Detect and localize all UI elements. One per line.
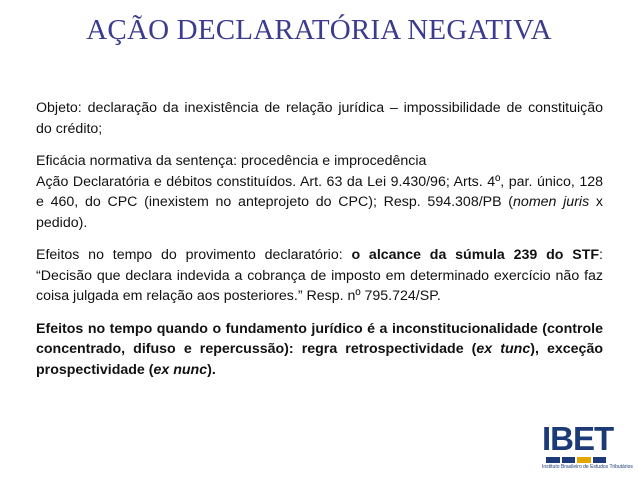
- paragraph-inconstitucionalidade: [36, 319, 603, 381]
- ibet-logo-wordmark: IBET: [542, 420, 614, 457]
- inconst-text-a: Efeitos no tempo quando o fundamento jurídico é a inconstitucionalidade (controle concentrado, difuso e repercussão): regra retrospectividade (: [36, 320, 603, 357]
- efeitos-tempo-end: : “Decisão que declara indevida a cobrança de imposto em determinado exercício não faz coisa julgada em relação aos posteriores.” Resp. nº 795.724/SP.: [36, 247, 603, 304]
- ibet-logo-bars: [546, 457, 606, 463]
- acao-declaratoria-text: Ação Declaratória e débitos constituídos. Art. 63 da Lei 9.430/96; Arts. 4º, par. único, 128 e 460, do CPC (inexistem no anteprojeto do CPC); Resp. 594.308/PB (: [36, 173, 603, 210]
- paragraph-efeitos-tempo: [36, 245, 603, 307]
- ex-nunc-text: ex nunc: [153, 361, 208, 378]
- acao-declaratoria-end: x pedido).: [36, 194, 603, 231]
- ibet-logo-subtitle: Instituto Brasileiro de Estudos Tributários: [542, 464, 633, 470]
- slide-body: [36, 98, 603, 392]
- paragraph-objeto: Objeto: declaração da inexistência de relação jurídica – impossibilidade de constituição do crédito;: [36, 100, 603, 137]
- paragraph-acao-declaratoria: [36, 172, 603, 234]
- inconst-text-b: ), exceção prospectividade (: [36, 341, 604, 378]
- ibet-logo: [542, 420, 633, 473]
- ex-tunc-text: ex tunc: [476, 341, 531, 357]
- inconst-text-c: ).: [207, 361, 216, 378]
- efeitos-tempo-start: Efeitos no tempo do provimento declaratório:: [36, 247, 352, 263]
- sumula-239-text: o alcance da súmula 239 do STF: [351, 247, 600, 263]
- slide-title: AÇÃO DECLARATÓRIA NEGATIVA: [86, 14, 552, 46]
- nomen-juris-text: nomen juris: [513, 194, 590, 210]
- paragraph-eficacia: Eficácia normativa da sentença: procedência e improcedência: [36, 153, 427, 169]
